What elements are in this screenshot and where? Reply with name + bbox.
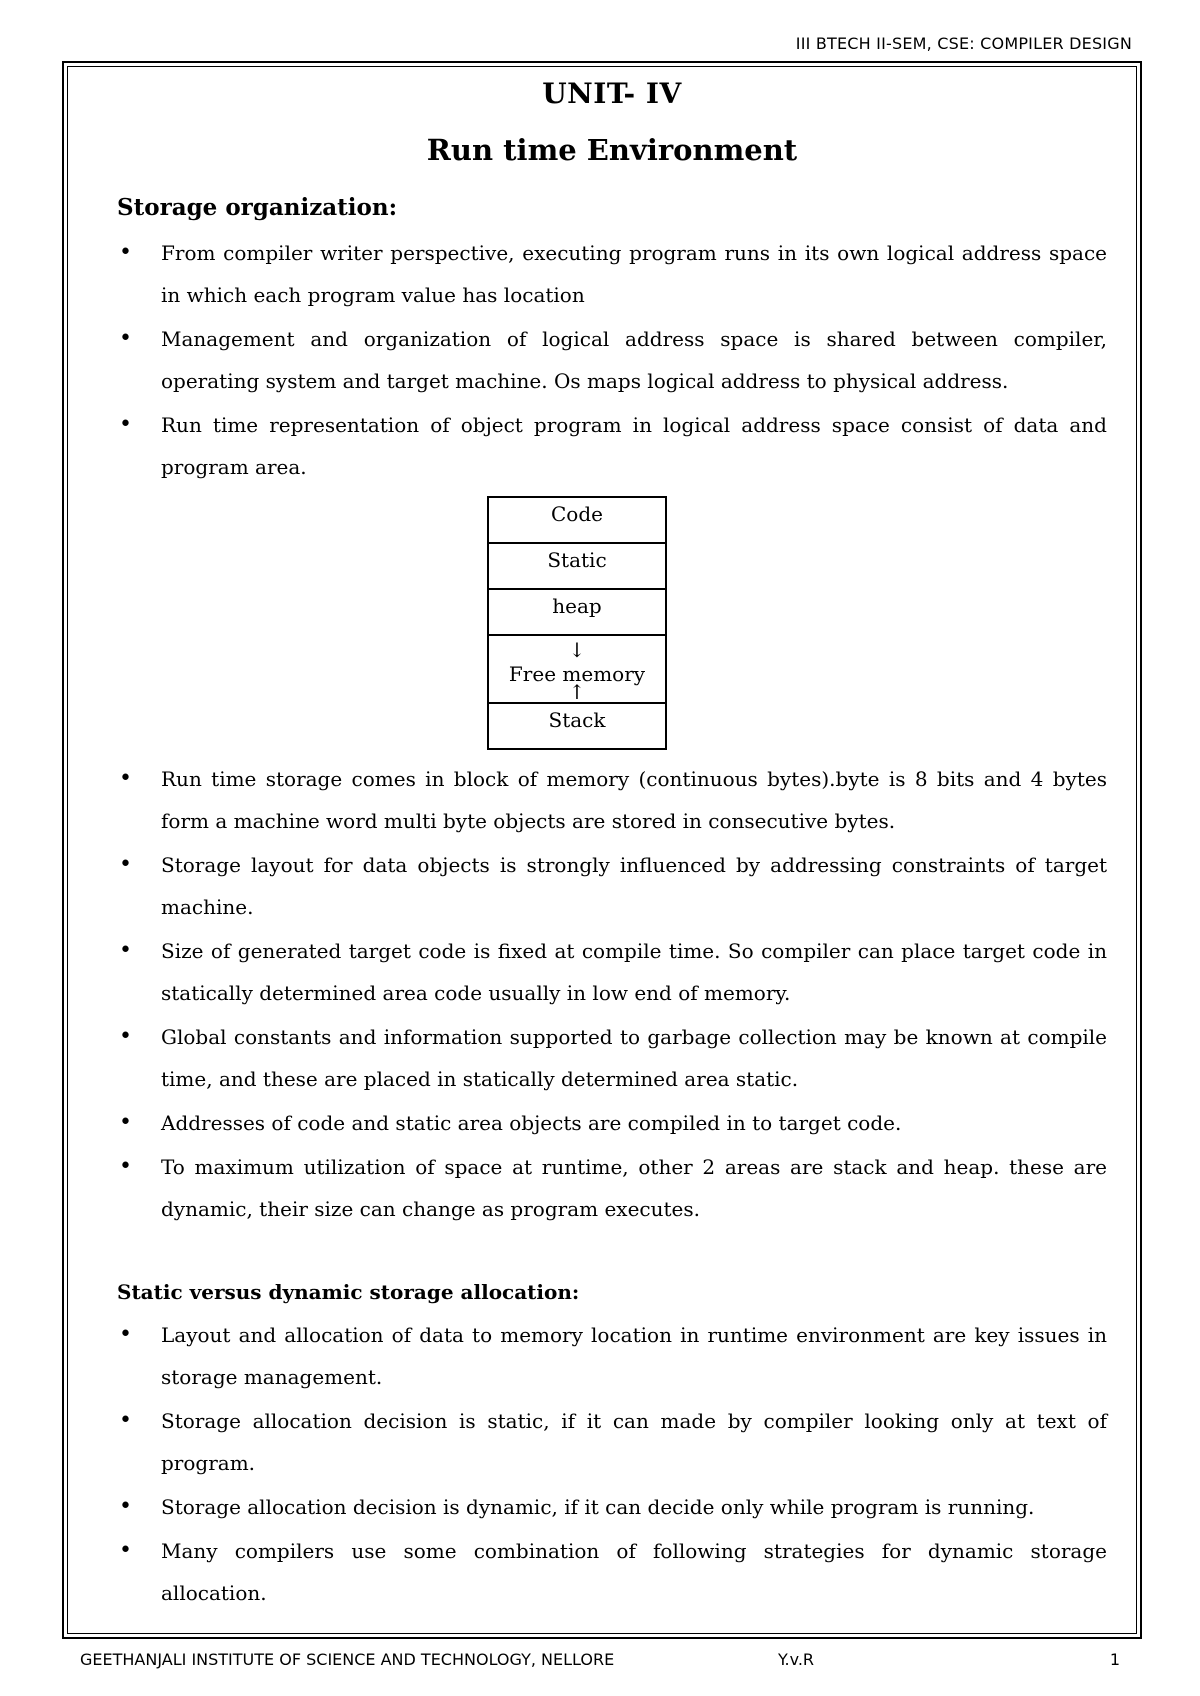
arrow-down-icon: ↓ <box>568 638 586 662</box>
list-item: • Storage allocation decision is dynamic, if it can decide only while program is running. <box>117 1486 1107 1528</box>
memory-layout-diagram <box>487 496 667 750</box>
list-item: • Global constants and information supported to garbage collection may be known at compile time, and these are placed in statically determined area static. <box>117 1016 1107 1100</box>
section-heading-static-vs-dynamic: Static versus dynamic storage allocation: <box>117 1280 580 1304</box>
list-item: • Storage layout for data objects is strongly influenced by addressing constraints of target machine. <box>117 844 1107 928</box>
arrow-up-icon: ↑ <box>568 680 586 704</box>
chapter-title: Run time Environment <box>426 133 798 167</box>
memory-cell-code: Code <box>489 498 665 544</box>
footer-author: Y.v.R <box>778 1650 815 1669</box>
memory-cell-heap: heap <box>489 590 665 636</box>
section-heading-storage-organization: Storage organization: <box>117 194 398 221</box>
list-item: • Size of generated target code is fixed at compile time. So compiler can place target code in statically determined area code usually in low end of memory. <box>117 930 1107 1014</box>
free-memory-label: Free memory <box>508 662 646 686</box>
list-item: • Management and organization of logical address space is shared between compiler, operating system and target machine. Os maps logical address to physical address. <box>117 318 1107 402</box>
memory-cell-free <box>489 636 665 704</box>
list-item: • Many compilers use some combination of following strategies for dynamic storage allocation. <box>117 1530 1107 1614</box>
memory-cell-static: Static <box>489 544 665 590</box>
unit-title: UNIT- IV <box>542 77 682 110</box>
running-header: III BTECH II-SEM, CSE: COMPILER DESIGN <box>795 34 1132 53</box>
storage-organization-list <box>117 232 1107 488</box>
list-item: • To maximum utilization of space at runtime, other 2 areas are stack and heap. these are dynamic, their size can change as program executes. <box>117 1146 1107 1230</box>
memory-cell-stack: Stack <box>489 704 665 750</box>
list-item: • Run time storage comes in block of memory (continuous bytes).byte is 8 bits and 4 bytes form a machine word multi byte objects are stored in consecutive bytes. <box>117 758 1107 842</box>
list-item: • From compiler writer perspective, executing program runs in its own logical address space in which each program value has location <box>117 232 1107 316</box>
allocation-list <box>117 1314 1107 1614</box>
page-content <box>117 70 1107 1616</box>
page-number: 1 <box>1109 1650 1120 1669</box>
storage-details-list <box>117 758 1107 1230</box>
list-item: • Storage allocation decision is static, if it can made by compiler looking only at text of program. <box>117 1400 1107 1484</box>
list-item: • Addresses of code and static area objects are compiled in to target code. <box>117 1102 1107 1144</box>
list-item: • Run time representation of object program in logical address space consist of data and program area. <box>117 404 1107 488</box>
list-item: • Layout and allocation of data to memory location in runtime environment are key issues in storage management. <box>117 1314 1107 1398</box>
footer-institute: GEETHANJALI INSTITUTE OF SCIENCE AND TECHNOLOGY, NELLORE <box>80 1650 615 1669</box>
